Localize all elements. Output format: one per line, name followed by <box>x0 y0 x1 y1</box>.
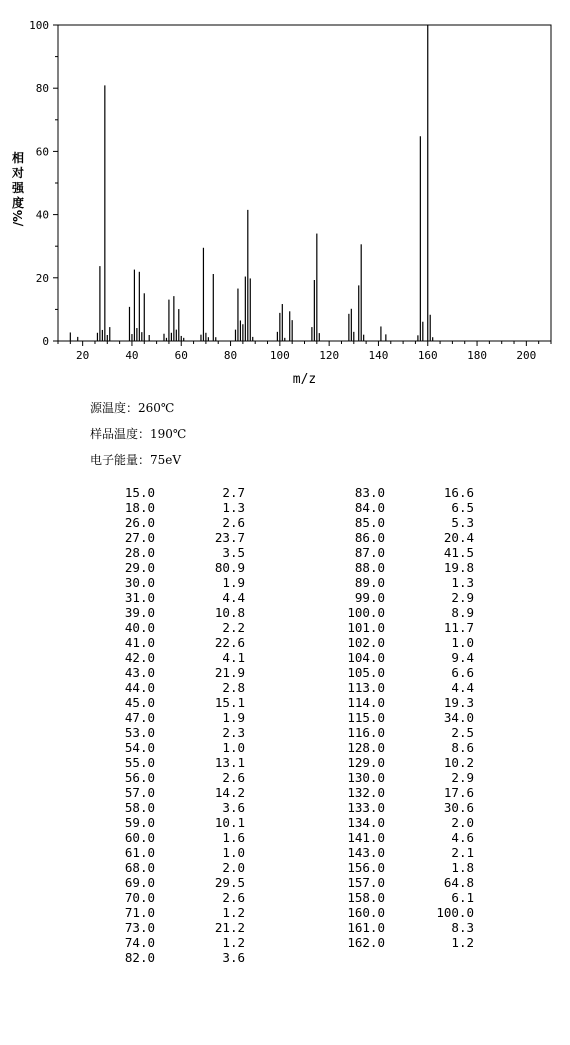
peak-row-right <box>0 800 570 815</box>
mass-spectrum-chart <box>0 0 570 395</box>
peak-intensity: 6.1 <box>451 890 474 905</box>
peak-mz: 42.0 <box>124 650 155 665</box>
x-tick-label: 80 <box>223 349 238 362</box>
peak-mz: 27.0 <box>124 530 155 545</box>
peak-intensity: 8.3 <box>451 920 474 935</box>
y-axis-label-char: 度 <box>11 196 25 210</box>
peak-mz: 101.0 <box>347 620 385 635</box>
electron-energy: 电子能量：75eV <box>90 453 182 467</box>
peak-row-right <box>0 695 570 710</box>
x-tick-label: 160 <box>417 349 438 362</box>
peak-row-right <box>0 515 570 530</box>
peak-intensity: 5.3 <box>451 515 474 530</box>
peak-mz: 30.0 <box>124 575 155 590</box>
peak-intensity: 2.1 <box>451 845 474 860</box>
peak-mz: 113.0 <box>347 680 385 695</box>
peak-mz: 128.0 <box>347 740 385 755</box>
peak-intensity: 2.8 <box>222 680 245 695</box>
peak-row-right <box>0 725 570 740</box>
peak-mz: 134.0 <box>347 815 385 830</box>
peak-intensity: 1.3 <box>222 500 245 515</box>
peak-row-right <box>0 740 570 755</box>
peak-row-right <box>0 680 570 695</box>
peak-intensity: 3.6 <box>222 950 245 965</box>
peak-intensity: 2.0 <box>222 860 245 875</box>
peak-row-right <box>0 605 570 620</box>
peak-mz: 102.0 <box>347 635 385 650</box>
peak-mz: 53.0 <box>124 725 155 740</box>
peak-mz: 132.0 <box>347 785 385 800</box>
peak-mz: 18.0 <box>124 500 155 515</box>
peak-mz: 156.0 <box>347 860 385 875</box>
peak-intensity: 3.5 <box>222 545 245 560</box>
peak-mz: 54.0 <box>124 740 155 755</box>
y-tick-label: 60 <box>35 145 49 159</box>
peak-row-right <box>0 560 570 575</box>
peak-mz: 45.0 <box>124 695 155 710</box>
y-tick-label: 40 <box>35 208 49 222</box>
peak-mz: 60.0 <box>124 830 155 845</box>
peak-mz: 84.0 <box>354 500 385 515</box>
peak-mz: 116.0 <box>347 725 385 740</box>
peak-mz: 74.0 <box>124 935 155 950</box>
peak-intensity: 2.3 <box>222 725 245 740</box>
peak-intensity: 64.8 <box>443 875 474 890</box>
peak-intensity: 100.0 <box>436 905 474 920</box>
peak-intensity: 19.8 <box>443 560 474 575</box>
peak-intensity: 4.4 <box>222 590 245 605</box>
peak-intensity: 2.0 <box>451 815 474 830</box>
peak-mz: 44.0 <box>124 680 155 695</box>
x-tick-label: 60 <box>174 349 188 362</box>
peak-mz: 31.0 <box>124 590 155 605</box>
peak-mz: 114.0 <box>347 695 385 710</box>
peak-intensity: 2.7 <box>222 485 245 500</box>
peak-row-right <box>0 935 570 950</box>
peak-mz: 58.0 <box>124 800 155 815</box>
peak-mz: 104.0 <box>347 650 385 665</box>
peak-intensity: 2.9 <box>451 770 474 785</box>
peak-intensity: 8.6 <box>451 740 474 755</box>
peak-row-right <box>0 920 570 935</box>
peak-mz: 133.0 <box>347 800 385 815</box>
peak-intensity: 21.9 <box>214 665 245 680</box>
y-tick-label: 80 <box>35 82 49 96</box>
peak-intensity: 10.1 <box>214 815 245 830</box>
peak-mz: 39.0 <box>124 605 155 620</box>
peak-row-right <box>0 590 570 605</box>
acquisition-conditions <box>90 398 186 476</box>
peak-intensity: 4.4 <box>451 680 474 695</box>
sample-temperature: 样品温度：190℃ <box>90 427 187 441</box>
peak-intensity: 4.6 <box>451 830 474 845</box>
peak-intensity: 22.6 <box>214 635 245 650</box>
peak-mz: 143.0 <box>347 845 385 860</box>
peak-intensity: 3.6 <box>222 800 245 815</box>
peak-mz: 129.0 <box>347 755 385 770</box>
peak-row-right <box>0 635 570 650</box>
peak-intensity: 1.2 <box>222 905 245 920</box>
peak-intensity: 13.1 <box>214 755 245 770</box>
peak-row-right <box>0 575 570 590</box>
x-tick-label: 180 <box>467 349 487 362</box>
peak-intensity: 23.7 <box>214 530 245 545</box>
y-tick-label: 20 <box>35 271 49 285</box>
peak-intensity: 30.6 <box>443 800 474 815</box>
peak-mz: 162.0 <box>347 935 385 950</box>
peak-intensity: 8.9 <box>451 605 474 620</box>
y-axis-label-char: 强 <box>11 181 25 195</box>
peak-mz: 71.0 <box>124 905 155 920</box>
peak-row-right <box>0 500 570 515</box>
x-tick-label: 120 <box>319 349 340 362</box>
peak-mz: 73.0 <box>124 920 155 935</box>
peak-mz: 28.0 <box>124 545 155 560</box>
peak-row-right <box>0 905 570 920</box>
y-axis-label-char: 对 <box>11 166 25 180</box>
peak-mz: 83.0 <box>354 485 385 500</box>
peak-mz: 85.0 <box>354 515 385 530</box>
x-tick-label: 140 <box>368 349 389 362</box>
peak-intensity: 1.9 <box>222 575 245 590</box>
y-tick-label: 100 <box>29 19 49 32</box>
peak-intensity: 21.2 <box>214 920 245 935</box>
peak-row-right <box>0 830 570 845</box>
peak-mz: 57.0 <box>124 785 155 800</box>
peak-intensity: 2.9 <box>451 590 474 605</box>
peak-mz: 56.0 <box>124 770 155 785</box>
peak-mz: 82.0 <box>124 950 155 965</box>
peak-intensity: 2.2 <box>222 620 245 635</box>
peak-row-left <box>0 950 570 965</box>
x-tick-label: 200 <box>516 349 537 362</box>
peak-mz: 87.0 <box>354 545 385 560</box>
peak-mz: 26.0 <box>124 515 155 530</box>
peak-mz: 115.0 <box>347 710 385 725</box>
y-axis-label-char: 相 <box>11 151 25 165</box>
peak-intensity: 1.6 <box>222 830 245 845</box>
peak-mz: 40.0 <box>124 620 155 635</box>
peak-row-right <box>0 650 570 665</box>
peak-intensity: 20.4 <box>443 530 474 545</box>
x-tick-label: 40 <box>125 349 139 362</box>
peak-mz: 88.0 <box>354 560 385 575</box>
peak-intensity: 1.8 <box>451 860 474 875</box>
peak-mz: 59.0 <box>124 815 155 830</box>
peak-intensity: 14.2 <box>214 785 245 800</box>
x-axis-label: m/z <box>292 372 317 387</box>
peak-mz: 130.0 <box>347 770 385 785</box>
peak-intensity: 41.5 <box>443 545 474 560</box>
peak-mz: 47.0 <box>124 710 155 725</box>
peak-row-right <box>0 665 570 680</box>
y-axis-label-unit: /% <box>11 209 25 227</box>
peak-intensity: 15.1 <box>214 695 245 710</box>
peak-mz: 86.0 <box>354 530 385 545</box>
peak-intensity: 29.5 <box>214 875 245 890</box>
peak-intensity: 6.5 <box>451 500 474 515</box>
peak-mz: 161.0 <box>347 920 385 935</box>
peak-row-right <box>0 845 570 860</box>
peak-row-right <box>0 770 570 785</box>
peak-intensity: 1.9 <box>222 710 245 725</box>
peak-row-right <box>0 860 570 875</box>
y-tick-label: 0 <box>42 335 49 348</box>
peak-intensity: 34.0 <box>443 710 474 725</box>
peak-intensity: 17.6 <box>443 785 474 800</box>
peak-mz: 29.0 <box>124 560 155 575</box>
peak-intensity: 11.7 <box>443 620 474 635</box>
peak-row-right <box>0 755 570 770</box>
peak-mz: 43.0 <box>124 665 155 680</box>
peak-intensity: 1.0 <box>451 635 474 650</box>
peak-mz: 15.0 <box>124 485 155 500</box>
peak-row-right <box>0 620 570 635</box>
peak-intensity: 4.1 <box>222 650 245 665</box>
peak-intensity: 1.0 <box>222 845 245 860</box>
peak-mz: 69.0 <box>124 875 155 890</box>
peak-intensity: 2.5 <box>451 725 474 740</box>
peak-intensity: 6.6 <box>451 665 474 680</box>
peak-row-right <box>0 890 570 905</box>
peak-intensity: 2.6 <box>222 515 245 530</box>
peak-row-right <box>0 875 570 890</box>
peak-intensity: 19.3 <box>443 695 474 710</box>
peak-intensity: 10.2 <box>443 755 474 770</box>
peak-mz: 55.0 <box>124 755 155 770</box>
peak-intensity: 9.4 <box>451 650 474 665</box>
peak-intensity: 2.6 <box>222 770 245 785</box>
peak-mz: 105.0 <box>347 665 385 680</box>
peak-row-right <box>0 530 570 545</box>
peak-mz: 99.0 <box>354 590 385 605</box>
peak-intensity: 10.8 <box>214 605 245 620</box>
peak-row-right <box>0 815 570 830</box>
source-temperature: 源温度：260℃ <box>90 401 175 415</box>
peak-row-right <box>0 545 570 560</box>
peak-mz: 61.0 <box>124 845 155 860</box>
peak-intensity: 1.2 <box>222 935 245 950</box>
peak-mz: 41.0 <box>124 635 155 650</box>
peak-intensity: 16.6 <box>443 485 474 500</box>
peak-intensity: 80.9 <box>214 560 245 575</box>
plot-frame <box>58 25 551 341</box>
peak-mz: 141.0 <box>347 830 385 845</box>
peak-intensity: 2.6 <box>222 890 245 905</box>
peak-mz: 70.0 <box>124 890 155 905</box>
peak-mz: 100.0 <box>347 605 385 620</box>
peak-mz: 68.0 <box>124 860 155 875</box>
peak-mz: 89.0 <box>354 575 385 590</box>
peak-row-right <box>0 785 570 800</box>
peak-mz: 160.0 <box>347 905 385 920</box>
peak-row-right <box>0 485 570 500</box>
peak-row-right <box>0 710 570 725</box>
peak-mz: 157.0 <box>347 875 385 890</box>
peak-intensity: 1.3 <box>451 575 474 590</box>
x-tick-label: 20 <box>76 349 90 362</box>
peak-mz: 158.0 <box>347 890 385 905</box>
peak-intensity: 1.0 <box>222 740 245 755</box>
x-tick-label: 100 <box>269 349 290 362</box>
peak-intensity: 1.2 <box>451 935 474 950</box>
